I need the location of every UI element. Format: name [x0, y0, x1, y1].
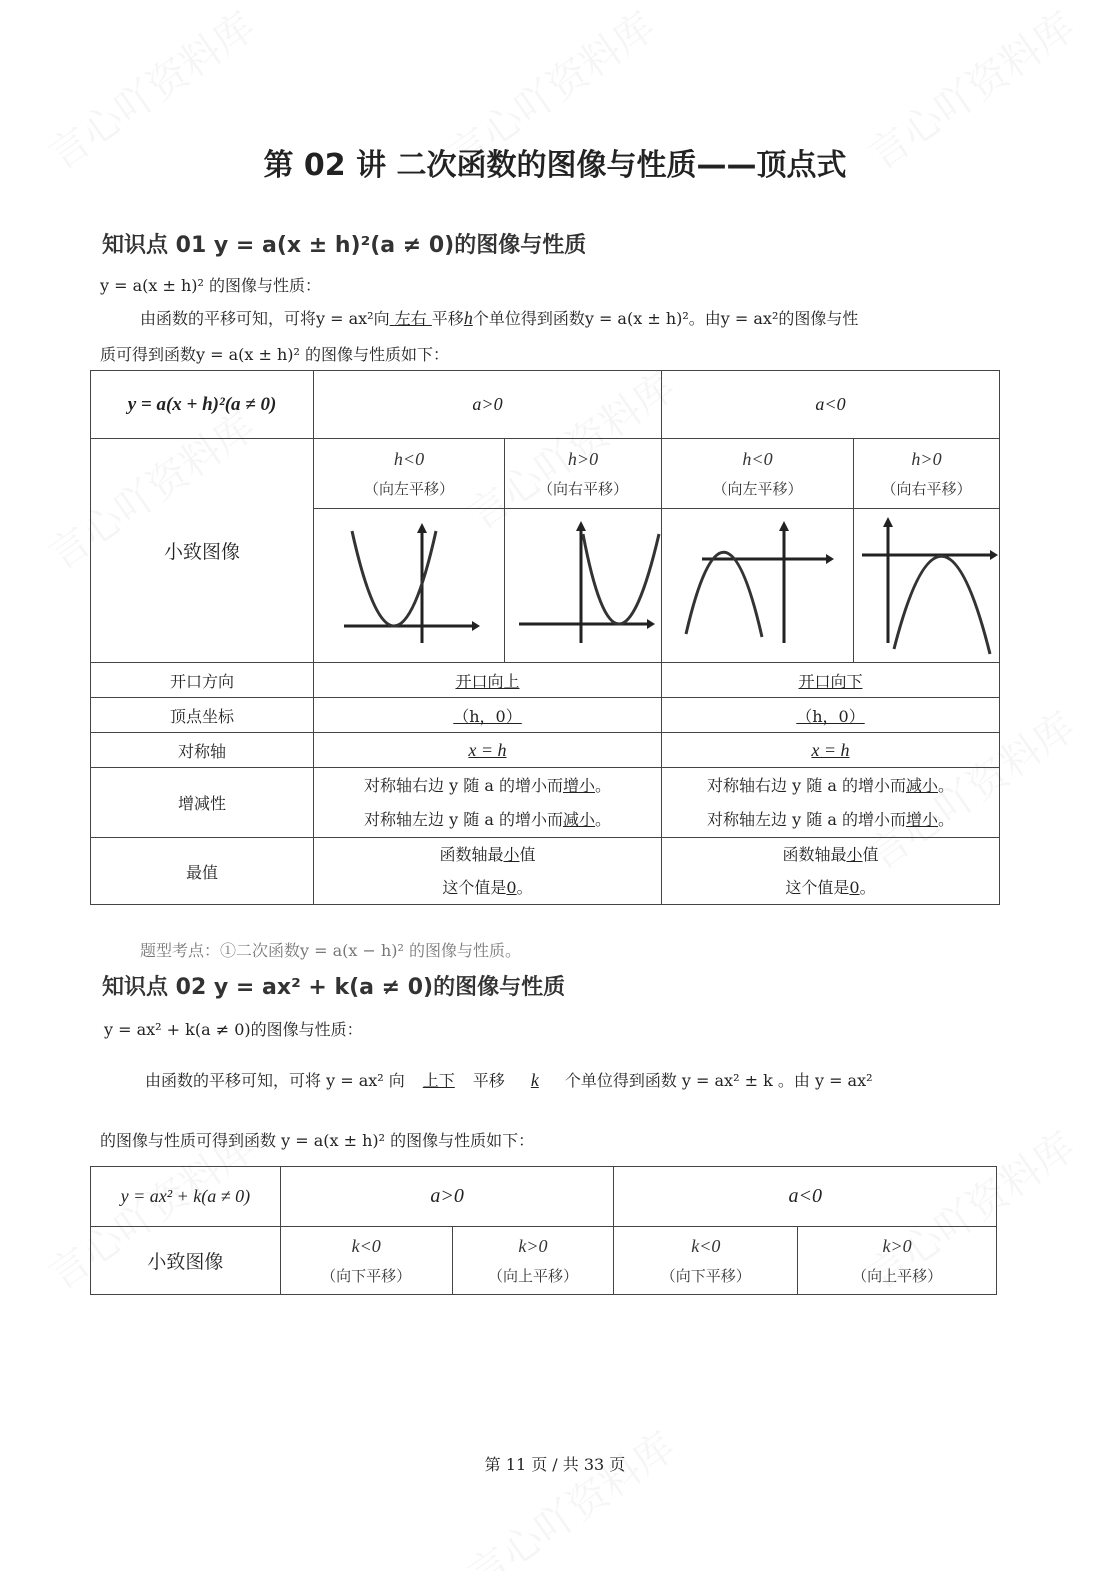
kp1-line1: y = a(x ± h)² 的图像与性质：: [100, 276, 322, 295]
text: 函数轴最: [439, 845, 504, 864]
text: 由函数的平移可知，可将 y = ax² 向: [145, 1071, 405, 1090]
header-a-negative: a<0: [614, 1167, 997, 1227]
text: 个单位得到函数 y = ax² ± k 。由 y = ax²: [564, 1071, 873, 1090]
sub-desc: （向右平移）: [881, 479, 972, 498]
kp1-table: [90, 370, 1000, 905]
text: 对称轴左边 y 随 a 的增小而: [707, 809, 906, 829]
sub-cond: h>0: [567, 448, 599, 469]
text: 这个值是: [785, 878, 850, 897]
sub-desc: （向下平移）: [660, 1266, 751, 1285]
sub-cond: k<0: [691, 1235, 721, 1256]
text: 。: [594, 809, 611, 829]
sub-desc: （向上平移）: [852, 1266, 943, 1285]
text: 对称轴右边 y 随 a 的增小而: [707, 775, 906, 795]
text: 值: [862, 845, 879, 864]
text: 平移: [472, 1071, 505, 1090]
text: 。: [937, 809, 954, 829]
sub-cond: h<0: [742, 448, 773, 469]
kp1-line2: [140, 306, 858, 329]
sub-cond: k>0: [882, 1235, 912, 1256]
row-label-graph: 小致图像: [91, 1227, 281, 1295]
blank-answer: k: [530, 1070, 539, 1090]
header-a-negative: a<0: [662, 371, 1000, 439]
sub-cond: h>0: [911, 448, 942, 469]
blank-answer: 左右: [389, 309, 432, 328]
answer-opening-pos: 开口向上: [455, 671, 520, 691]
kp1-heading: 知识点 01 y = a(x ± h)²(a ≠ 0)的图像与性质: [102, 233, 587, 258]
blank-answer: 0: [849, 878, 860, 897]
text: 值: [519, 845, 536, 864]
text: 这个值是: [442, 878, 507, 897]
row-label-axis: 对称轴: [91, 733, 314, 768]
kp2-heading: 知识点 02 y = ax² + k(a ≠ 0)的图像与性质: [102, 975, 566, 1000]
graph-up-left: [314, 509, 505, 663]
answer-axis-neg: x = h: [811, 739, 850, 760]
sub-cond: h<0: [393, 448, 425, 469]
text: 。: [594, 775, 611, 795]
answer-opening-neg: 开口向下: [798, 671, 863, 691]
sub-cond: k<0: [351, 1235, 381, 1256]
answer-vertex-neg: （h，0）: [796, 706, 865, 726]
text: 由函数的平移可知，可将y = ax²向: [140, 309, 390, 328]
sub-desc: （向左平移）: [363, 479, 454, 498]
exam-note: 题型考点：①二次函数y = a(x − h)² 的图像与性质。: [140, 941, 522, 960]
graph-down-left: [662, 509, 854, 663]
table-corner: y = ax² + k(a ≠ 0): [91, 1167, 281, 1227]
blank-answer: 增小: [905, 809, 938, 829]
row-label-opening: 开口方向: [91, 663, 314, 698]
kp2-line1: y = ax² + k(a ≠ 0)的图像与性质：: [104, 1020, 363, 1039]
row-label-extreme: 最值: [91, 838, 314, 905]
text: 个单位得到函数y = a(x ± h)²。由y = ax²的图像与性: [472, 309, 859, 328]
sub-desc: （向上平移）: [487, 1266, 578, 1285]
blank-answer: h: [463, 308, 473, 328]
blank-answer: 减小: [905, 775, 938, 795]
blank-answer: 小: [846, 845, 863, 864]
watermark: [455, 1416, 684, 1571]
kp2-line2: [145, 1068, 873, 1091]
blank-answer: 上下: [422, 1071, 455, 1090]
graph-down-right: [854, 509, 1000, 663]
text: 函数轴最: [782, 845, 847, 864]
kp2-line3: 的图像与性质可得到函数 y = a(x ± h)² 的图像与性质如下：: [100, 1131, 535, 1150]
blank-answer: 减小: [562, 809, 595, 829]
page-title: 第 02 讲 二次函数的图像与性质——顶点式: [263, 148, 847, 183]
sub-desc: （向左平移）: [712, 479, 803, 498]
sub-desc: （向下平移）: [321, 1266, 412, 1285]
text: 对称轴右边 y 随 a 的增小而: [364, 775, 563, 795]
row-label-monotonicity: 增减性: [91, 768, 314, 838]
blank-answer: 增小: [562, 775, 595, 795]
text: 对称轴左边 y 随 a 的增小而: [364, 809, 563, 829]
answer-vertex-pos: （h，0）: [453, 706, 522, 726]
blank-answer: 小: [503, 845, 520, 864]
sub-cond: k>0: [518, 1235, 548, 1256]
answer-axis-pos: x = h: [468, 739, 507, 760]
text: 。: [516, 878, 533, 897]
kp1-line3: 质可得到函数y = a(x ± h)² 的图像与性质如下：: [100, 345, 450, 364]
text: 。: [937, 775, 954, 795]
text: 平移: [431, 309, 464, 328]
row-label-vertex: 顶点坐标: [91, 698, 314, 733]
kp2-table: [90, 1166, 997, 1295]
sub-desc: （向右平移）: [537, 479, 628, 498]
blank-answer: 0: [506, 878, 517, 897]
header-a-positive: a>0: [314, 371, 662, 439]
table-corner: y = a(x + h)²(a ≠ 0): [91, 371, 314, 439]
page-footer: 第 11 页 / 共 33 页: [484, 1455, 626, 1474]
graph-up-right: [505, 509, 662, 663]
header-a-positive: a>0: [280, 1167, 614, 1227]
row-label-graph: 小致图像: [91, 439, 314, 663]
text: 。: [859, 878, 876, 897]
